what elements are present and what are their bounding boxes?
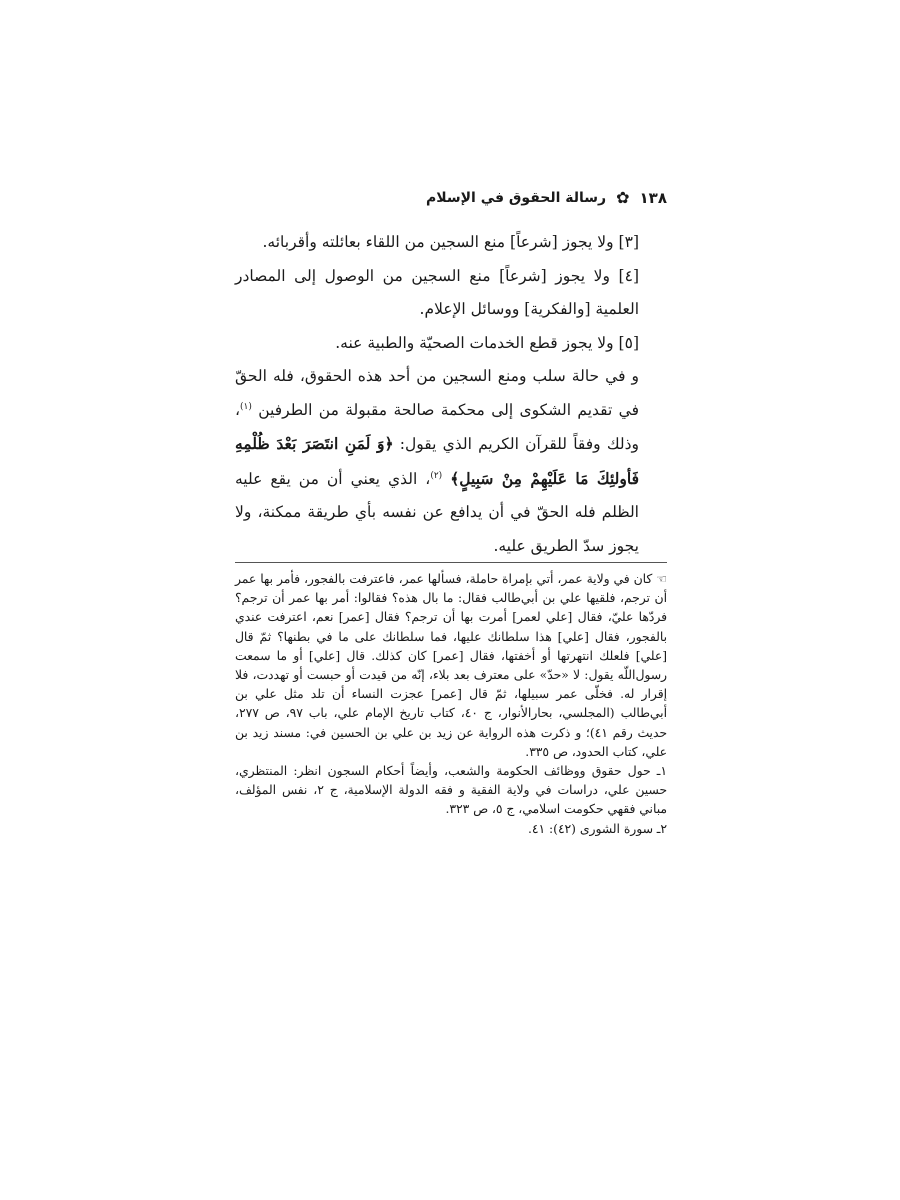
footnote-divider (235, 562, 667, 563)
footnote-narration (235, 570, 667, 762)
footnote-ref-2: (٢) (430, 470, 443, 481)
footnote-1: ١ـ حول حقوق ووظائف الحكومة والشعب، وأيضاً أحكام السجون انظر: المنتظري، حسين علي، دراسات في ولاية الفقية و فقه الدولة الإسلامية، ج ٢، نفس المؤلف، مباني فقهي حكومت اسلامي، ج ٥، ص ٣٢٣. (235, 764, 667, 817)
paragraph-text-c: ، الذي يعني أن من يقع عليه الظلم فله الحقّ في أن يدافع عن نفسه بأي طريقة ممكنة، ولا يجوز سدّ الطريق عليه. (235, 469, 639, 555)
paragraph-text-b: ، وذلك وفقاً للقرآن الكريم الذي يقول: (235, 400, 640, 453)
flower-icon: ✿ (616, 188, 630, 207)
paragraph-5: [٥] ولا يجوز قطع الخدمات الصحيّة والطبية عنه. (335, 333, 639, 352)
paragraph-text-a: و في حالة سلب ومنع السجين من أحد هذه الحقوق، فله الحقّ في تقديم الشكوى إلى محكمة صالحة مقبولة من الطرفين (235, 367, 639, 419)
footnote-narration-text: كان في ولاية عمر، أتي بإمراة حاملة، فسألها عمر، فاعترفت بالفجور، فأمر بها عمر أن ترجم، فلقيها علي بن أبي‌طالب فقال: ما بال هذه؟ فقالوا: أمر بها عمر أن ترجم؟ فردّها عليّ، فقال [علي لعمر] أمرت بها أن ترجم؟ فقال [عمر] نعم، اعترفت عندي بالفجور، فقال [علي] هذا سلطانك عليها، فما سلطانك على ما في بطنها؟ ثمّ قال [علي] فلعلك انتهرتها أو أخفتها، فقال [عمر] كان كذلك. قال [علي] أو ما سمعت رسول‌اللّه يقول: لا «حدّ» على معترف بعد بلاء، إنّه من قيدت أو حبست أو تهددت، فلا إقرار له. فخلّى عمر سبيلها، ثمّ قال [عمر] عجزت النساء أن تلد مثل علي بن أبي‌طالب (المجلسي، بحارالأنوار، ج ٤٠، كتاب تاريخ الإمام علي، باب ٩٧، ص ٢٧٧، حديث رقم ٤١)؛ و ذكرت هذه الرواية عن زيد بن علي بن الحسين في: مسند زيد بن علي، كتاب الحدود، ص ٣٣٥. (235, 572, 668, 759)
pointing-hand-icon: ☜ (656, 572, 667, 586)
page-number: ١٣٨ (639, 189, 667, 207)
footnote-ref-1: (١) (240, 401, 252, 412)
running-title: رسالة الحقوق في الإسلام (425, 190, 607, 206)
footnotes (235, 570, 667, 839)
footnote-2: ٢ـ سورة الشورى (٤٢): ٤١. (527, 821, 667, 836)
main-text (235, 226, 667, 563)
paragraph-3: [٣] ولا يجوز [شرعاً] منع السجين من اللقاء بعائلته وأقربائه. (262, 233, 639, 251)
running-header (235, 186, 667, 210)
paragraph-rights (235, 360, 667, 563)
quran-verse: ﴿وَ لَمَنِ انتَصَرَ بَعْدَ ظُلْمِهِ فَأولئِكَ مَا عَلَيْهِمْ مِنْ سَبِيلٍ﴾ (235, 434, 639, 488)
paragraph-4: [٤] ولا يجوز [شرعاً] منع السجين من الوصول إلى المصادر العلمية [والفكرية] ووسائل الإعلام. (235, 266, 639, 318)
